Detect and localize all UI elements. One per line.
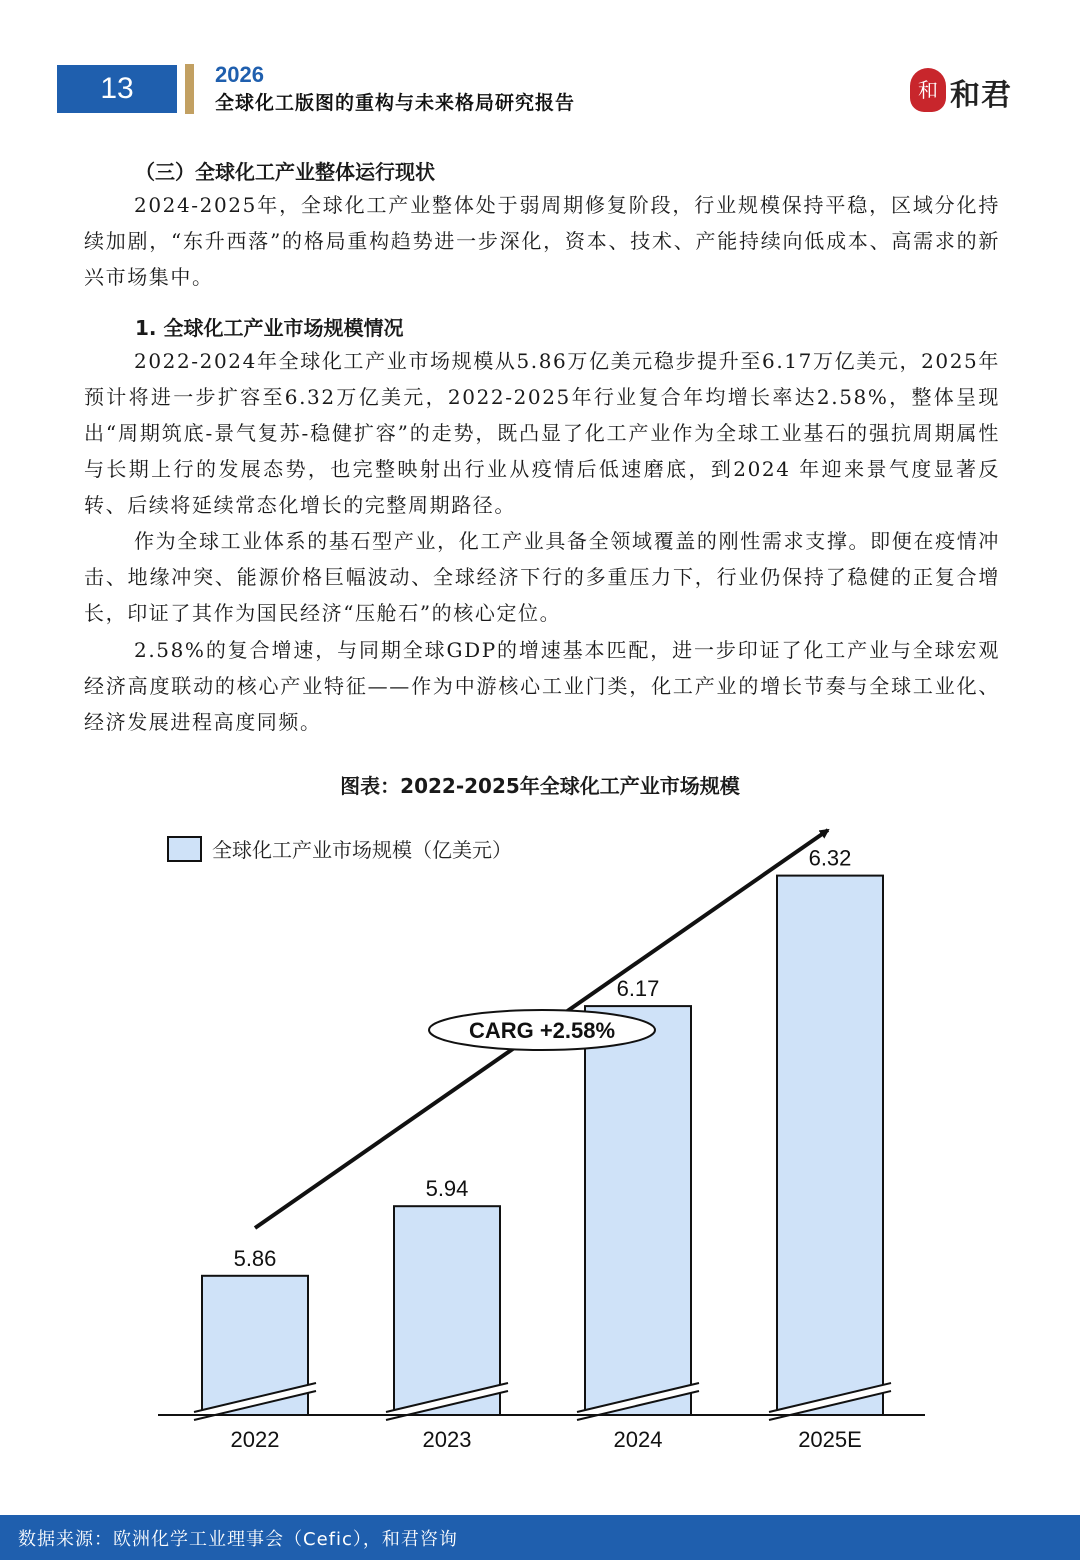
carg-annotation-label: CARG +2.58% <box>468 1018 616 1043</box>
section-title: （三）全球化工产业整体运行现状 <box>135 160 435 184</box>
report-title: 全球化工版图的重构与未来格局研究报告 <box>215 92 576 114</box>
chart-title: 图表：2022-2025年全球化工产业市场规模 <box>340 774 740 798</box>
header-divider <box>185 64 194 114</box>
bar-2023 <box>394 1206 500 1415</box>
footer-bar <box>0 1515 1080 1560</box>
brand-logo <box>910 66 1040 118</box>
intro-paragraph: 2024-2025年，全球化工产业整体处于弱周期修复阶段，行业规模保持平稳，区域分化持续加剧，“东升西落”的格局重构趋势进一步深化，资本、技术、产能持续向低成本、高需求的新兴市场集中。 <box>84 193 1000 289</box>
report-year: 2026 <box>215 62 264 87</box>
logo-seal-icon: 和 <box>910 68 946 112</box>
value-label-2024: 6.17 <box>616 976 660 1002</box>
value-label-2023: 5.94 <box>425 1176 469 1202</box>
logo-text: 和君 <box>950 78 1012 113</box>
legend-label: 全球化工产业市场规模（亿美元） <box>212 838 512 862</box>
bar-2025E <box>777 876 883 1415</box>
value-label-2022: 5.86 <box>233 1245 277 1271</box>
value-label-2025E: 6.32 <box>808 845 852 871</box>
body-paragraph: 2.58%的复合增速，与同期全球GDP的增速基本匹配，进一步印证了化工产业与全球宏观经济高度联动的核心产业特征——作为中游核心工业门类，化工产业的增长节奏与全球工业化、经济发展进程高度同频。 <box>84 638 1000 734</box>
bar-2024 <box>585 1006 691 1415</box>
x-tick-label-2025E: 2025E <box>798 1427 862 1452</box>
page-number: 13 <box>57 65 177 113</box>
body-paragraph: 2022-2024年全球化工产业市场规模从5.86万亿美元稳步提升至6.17万亿美元，2025年预计将进一步扩容至6.32万亿美元，2022-2025年行业复合年均增长率达2.58%，整体呈现出“周期筑底-景气复苏-稳健扩容”的走势，既凸显了化工产业作为全球工业基石的强抗周期属性与长期上行的发展态势，也完整映射出行业从疫情后低速磨底，到2024 年迎来景气度显著反转、后续将延续常态化增长的完整周期路径。 <box>84 349 1000 517</box>
bar-chart <box>0 800 1080 1500</box>
x-tick-label-2023: 2023 <box>422 1427 472 1452</box>
data-source-note: 数据来源：欧洲化学工业理事会（Cefic），和君咨询 <box>18 1529 458 1550</box>
body-paragraph: 作为全球工业体系的基石型产业，化工产业具备全领域覆盖的刚性需求支撑。即便在疫情冲击、地缘冲突、能源价格巨幅波动、全球经济下行的多重压力下，行业仍保持了稳健的正复合增长，印证了其作为国民经济“压舱石”的核心定位。 <box>84 529 1000 625</box>
x-tick-label-2024: 2024 <box>613 1427 663 1452</box>
legend-swatch <box>168 837 201 861</box>
x-tick-label-2022: 2022 <box>230 1427 280 1452</box>
subsection-title: 1. 全球化工产业市场规模情况 <box>135 316 404 340</box>
